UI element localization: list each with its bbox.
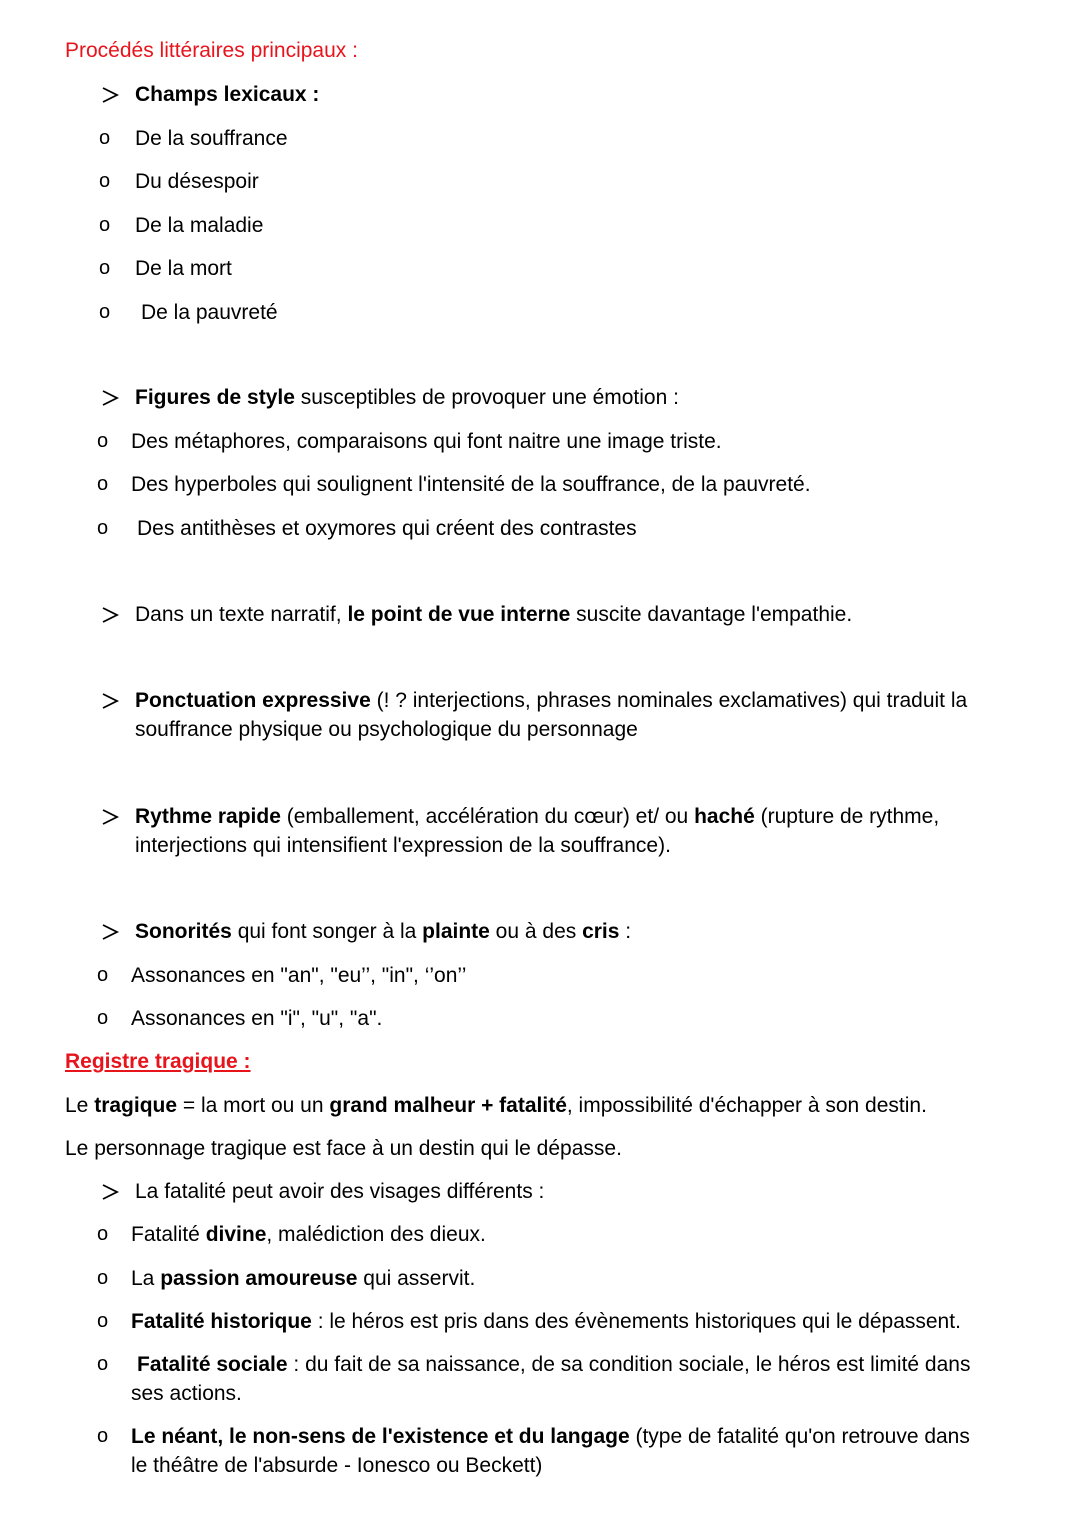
sonorites-bold2: plainte <box>422 920 490 943</box>
rythme-bold1: Rythme rapide <box>135 805 281 828</box>
sociale-bold: Fatalité sociale <box>137 1353 288 1376</box>
circle-bullet-icon: o <box>97 1267 109 1289</box>
neant-bold: Le néant, le non-sens de l'existence et du langage <box>131 1425 630 1448</box>
rythme-mid: (emballement, accélération du cœur) et/ ou <box>280 805 695 828</box>
def-bold1: tragique <box>94 1094 178 1117</box>
arrow-bullet-icon <box>100 807 120 827</box>
circle-bullet-icon: o <box>99 127 111 149</box>
circle-bullet-icon: o <box>97 517 109 539</box>
section-heading-registre: Registre tragique : <box>65 1050 251 1073</box>
pdv-post: suscite davantage l'empathie. <box>570 603 853 626</box>
sonorite-item: Assonances en "an", "eu’’, "in", ‘’on’’ <box>131 964 467 987</box>
sociale-rest: : du fait de sa naissance, de sa condition sociale, le héros est limité dans <box>287 1353 971 1376</box>
figure-item: Des métaphores, comparaisons qui font naitre une image triste. <box>131 430 722 453</box>
sonorites-mid1: qui font songer à la <box>231 920 423 943</box>
arrow-bullet-icon <box>100 388 120 408</box>
sonorite-item: Assonances en "i", "u", "a". <box>131 1007 383 1030</box>
sonorites-bold1: Sonorités <box>135 920 232 943</box>
pdv-pre: Dans un texte narratif, <box>135 603 348 626</box>
champ-item: De la pauvreté <box>141 301 278 324</box>
champ-item: De la mort <box>135 257 232 280</box>
sociale-line2: ses actions. <box>131 1382 242 1405</box>
champ-item: De la souffrance <box>135 127 288 150</box>
circle-bullet-icon: o <box>97 1223 109 1245</box>
sonorites-mid2: ou à des <box>489 920 583 943</box>
circle-bullet-icon: o <box>97 430 109 452</box>
passion-post: qui asservit. <box>357 1267 476 1290</box>
arrow-bullet-icon <box>100 605 120 625</box>
sonorites-end: : <box>619 920 632 943</box>
arrow-bullet-icon <box>100 85 120 105</box>
circle-bullet-icon: o <box>97 1007 109 1029</box>
champ-item: Du désespoir <box>135 170 259 193</box>
historique-bold: Fatalité historique <box>131 1310 312 1333</box>
historique-post: : le héros est pris dans des évènements historiques qui le dépassent. <box>311 1310 961 1333</box>
registre-sentence: Le personnage tragique est face à un destin qui le dépasse. <box>65 1137 622 1160</box>
passion-pre: La <box>131 1267 161 1290</box>
figure-item: Des antithèses et oxymores qui créent des contrastes <box>137 517 637 540</box>
arrow-bullet-icon <box>100 691 120 711</box>
ponctuation-bold: Ponctuation expressive <box>135 689 371 712</box>
champs-title: Champs lexicaux : <box>135 83 320 106</box>
def-bold2: grand malheur + fatalité <box>329 1094 567 1117</box>
arrow-bullet-icon <box>100 922 120 942</box>
registre-definition <box>65 1091 927 1120</box>
champ-item: De la maladie <box>135 214 264 237</box>
divine-pre: Fatalité <box>131 1223 206 1246</box>
rythme-bold2: haché <box>694 805 755 828</box>
section-heading-procedes: Procédés littéraires principaux : <box>65 39 358 62</box>
figure-item: Des hyperboles qui soulignent l'intensité de la souffrance, de la pauvreté. <box>131 473 811 496</box>
divine-bold: divine <box>205 1223 267 1246</box>
circle-bullet-icon: o <box>97 1425 109 1447</box>
ponctuation-rest: (! ? interjections, phrases nominales exclamatives) qui traduit la <box>370 689 968 712</box>
pdv-bold: le point de vue interne <box>347 603 571 626</box>
circle-bullet-icon: o <box>97 1353 109 1375</box>
rythme-rest: (rupture de rythme, <box>754 805 940 828</box>
circle-bullet-icon: o <box>99 214 111 236</box>
rythme-line2: interjections qui intensifient l'expression de la souffrance). <box>135 834 671 857</box>
def-pre: Le <box>65 1094 95 1117</box>
figures-title-rest: susceptibles de provoquer une émotion : <box>294 386 679 409</box>
def-post: , impossibilité d'échapper à son destin. <box>566 1094 927 1117</box>
circle-bullet-icon: o <box>99 170 111 192</box>
neant-rest: (type de fatalité qu'on retrouve dans <box>629 1425 970 1448</box>
sonorites-bold3: cris <box>582 920 620 943</box>
circle-bullet-icon: o <box>97 964 109 986</box>
passion-bold: passion amoureuse <box>160 1267 358 1290</box>
def-mid: = la mort ou un <box>177 1094 330 1117</box>
circle-bullet-icon: o <box>99 257 111 279</box>
divine-post: , malédiction des dieux. <box>266 1223 486 1246</box>
fatalite-intro: La fatalité peut avoir des visages différents : <box>135 1180 545 1203</box>
neant-line2: le théâtre de l'absurde - Ionesco ou Beckett) <box>131 1454 543 1477</box>
circle-bullet-icon: o <box>97 1310 109 1332</box>
figures-title: Figures de style <box>135 386 295 409</box>
circle-bullet-icon: o <box>97 473 109 495</box>
arrow-bullet-icon <box>100 1182 120 1202</box>
circle-bullet-icon: o <box>99 301 111 323</box>
ponctuation-line2: souffrance physique ou psychologique du personnage <box>135 718 638 741</box>
